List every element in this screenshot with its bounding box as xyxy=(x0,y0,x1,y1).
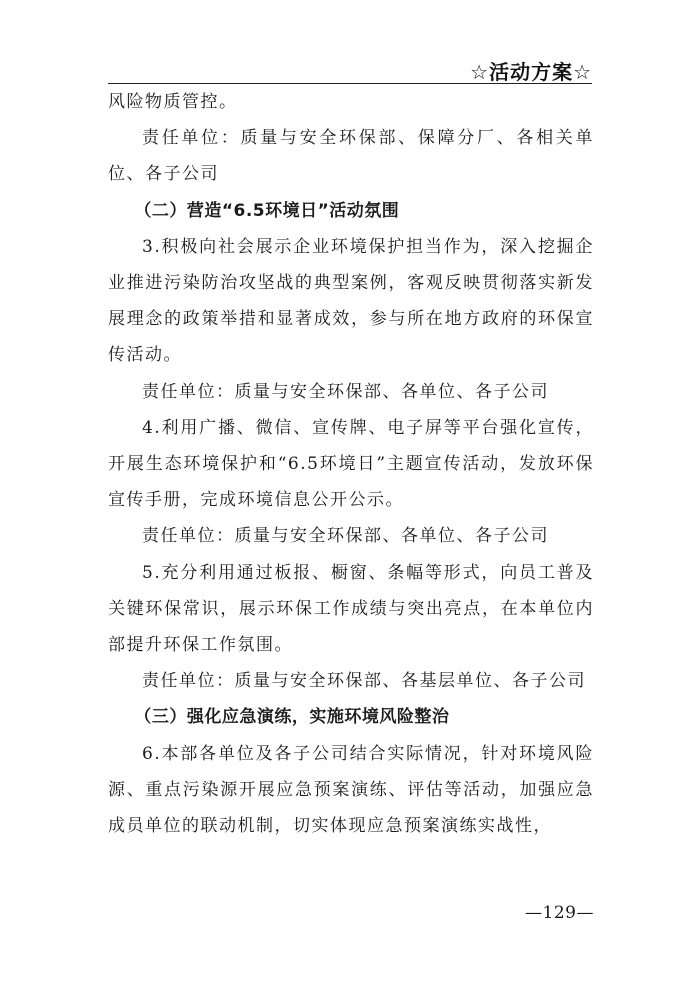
document-body xyxy=(108,84,594,844)
section-heading-3: （三）强化应急演练，实施环境风险整治 xyxy=(134,707,450,728)
responsibility-line: 责任单位：质量与安全环保部、各基层单位、各子公司 xyxy=(142,671,586,692)
paragraph-item-5: 5.充分利用通过板报、橱窗、条幅等形式，向员工普及关键环保常识，展示环保工作成绩与突出亮点，在本单位内部提升环保工作氛围。 xyxy=(108,562,594,656)
responsibility-line: 责任单位：质量与安全环保部、各单位、各子公司 xyxy=(142,526,549,547)
document-header-title: ☆活动方案☆ xyxy=(470,60,592,84)
section-heading-2: （二）营造“6.5环境日”活动氛围 xyxy=(134,200,400,221)
paragraph-item-6: 6.本部各单位及各子公司结合实际情况，针对环境风险源、重点污染源开展应急预案演练、评估等活动，加强应急成员单位的联动机制，切实体现应急预案演练实战性， xyxy=(108,743,594,837)
paragraph-continuation: 风险物质管控。 xyxy=(108,92,238,112)
paragraph-item-4: 4.利用广播、微信、宣传牌、电子屏等平台强化宣传，开展生态环境保护和“6.5环境日”主题宣传活动，发放环保宣传手册，完成环境信息公开公示。 xyxy=(108,417,594,511)
paragraph-item-3: 3.积极向社会展示企业环境保护担当作为，深入挖掘企业推进污染防治攻坚战的典型案例，客观反映贯彻落实新发展理念的政策举措和显著成效，参与所在地方政府的环保宣传活动。 xyxy=(108,236,594,366)
page-number: —129— xyxy=(525,903,594,923)
responsibility-line: 责任单位：质量与安全环保部、保障分厂、各相关单位、各子公司 xyxy=(108,128,594,185)
responsibility-line: 责任单位：质量与安全环保部、各单位、各子公司 xyxy=(142,381,549,402)
